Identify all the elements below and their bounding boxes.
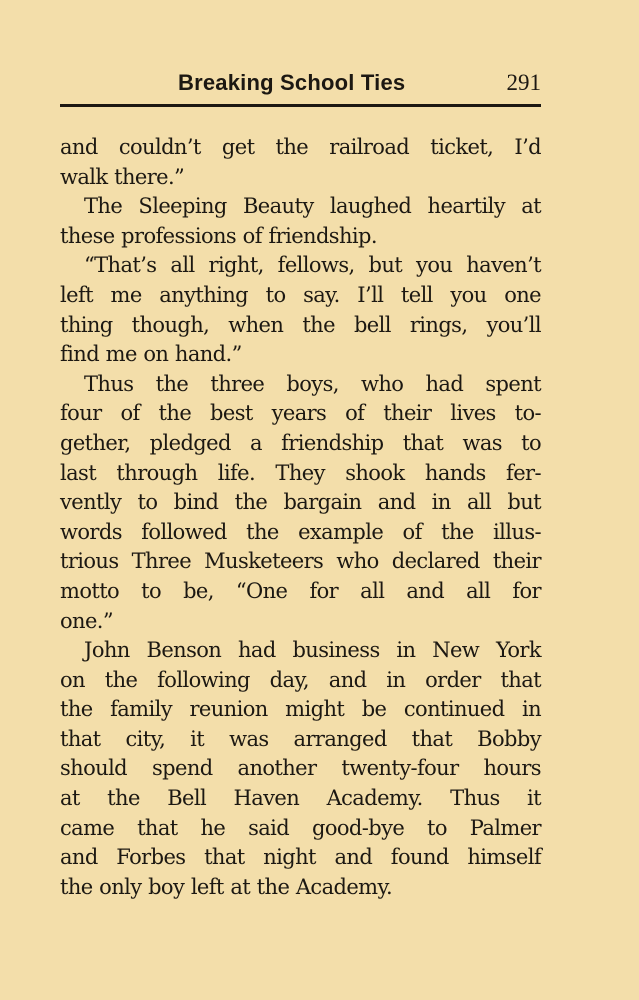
page-header — [60, 68, 541, 102]
text-line: The Sleeping Beauty laughed heartily at — [84, 194, 541, 219]
text-line: words followed the example of the illus- — [60, 519, 541, 544]
text-line: should spend another twenty-four hours — [60, 756, 541, 781]
text-line: came that he said good-bye to Palmer — [60, 815, 541, 840]
text-line: that city, it was arranged that Bobby — [60, 726, 541, 751]
text-line: “That’s all right, fellows, but you haven’t — [84, 253, 541, 278]
text-line: left me anything to say. I’ll tell you one — [60, 282, 541, 307]
text-line: motto to be, “One for all and all for — [60, 578, 541, 603]
running-head: Breaking School Ties — [178, 70, 406, 95]
text-line: John Benson had business in New York — [84, 638, 541, 663]
text-line: thing though, when the bell rings, you’ll — [60, 312, 541, 337]
text-line: four of the best years of their lives to- — [60, 401, 541, 426]
text-line: the only boy left at the Academy. — [60, 874, 393, 899]
text-line: gether, pledged a friendship that was to — [60, 430, 541, 455]
text-line: and couldn’t get the railroad ticket, I’d — [60, 135, 541, 159]
text-line: at the Bell Haven Academy. Thus it — [60, 786, 541, 811]
text-line: one.” — [60, 608, 114, 633]
text-line: the family reunion might be continued in — [60, 697, 541, 722]
text-line: Thus the three boys, who had spent — [84, 371, 541, 396]
text-line: last through life. They shook hands fer- — [60, 460, 541, 485]
text-line: on the following day, and in order that — [60, 667, 541, 692]
page-number: 291 — [506, 70, 541, 95]
text-line: find me on hand.” — [60, 342, 242, 367]
text-line: trious Three Musketeers who declared their — [60, 549, 541, 574]
text-line: walk there.” — [60, 164, 185, 189]
body-text — [60, 133, 541, 902]
text-line: these professions of friendship. — [60, 223, 377, 248]
text-line: vently to bind the bargain and in all but — [60, 490, 541, 515]
text-line: and Forbes that night and found himself — [60, 845, 541, 870]
header-rule — [60, 104, 541, 107]
